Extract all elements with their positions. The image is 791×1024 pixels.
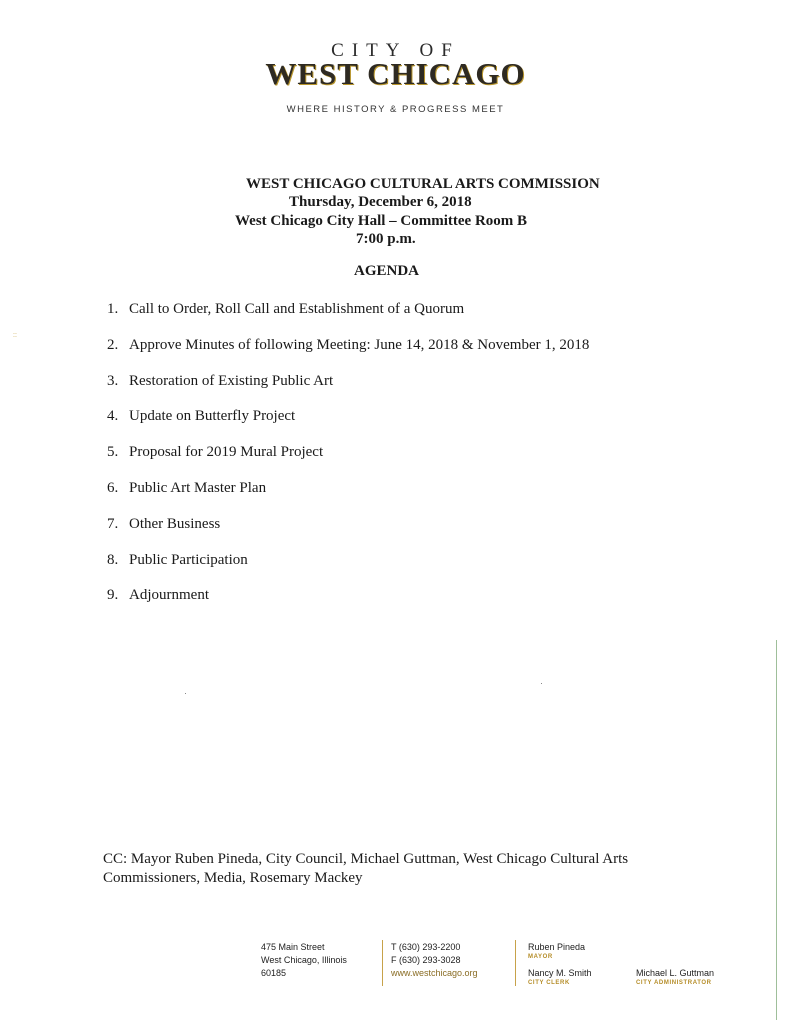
margin-mark: :: bbox=[13, 332, 17, 339]
agenda-item-text: Update on Butterfly Project bbox=[129, 408, 296, 425]
logo-city-of: CITY OF bbox=[331, 40, 460, 61]
agenda-item bbox=[107, 336, 727, 372]
mayor-name: Ruben Pineda bbox=[528, 942, 586, 952]
agenda-item bbox=[107, 372, 727, 408]
agenda-item-number: 1. bbox=[107, 301, 119, 317]
scan-edge-line bbox=[776, 640, 777, 1020]
clerk-role: CITY CLERK bbox=[528, 980, 570, 986]
agenda-item-text: Approve Minutes of following Meeting: June 14, 2018 & November 1, 2018 bbox=[129, 336, 590, 353]
agenda-item-number: 4. bbox=[107, 408, 119, 425]
agenda-list bbox=[107, 300, 727, 622]
phone-number: T (630) 293-2200 bbox=[391, 942, 461, 952]
scan-speck bbox=[541, 683, 542, 684]
footer-administrator bbox=[636, 967, 714, 987]
agenda-item-text: Restoration of Existing Public Art bbox=[129, 372, 334, 389]
cc-line-1: CC: Mayor Ruben Pineda, City Council, Michael Guttman, West Chicago Cultural Arts bbox=[103, 851, 629, 867]
footer-divider bbox=[382, 940, 383, 986]
agenda-item bbox=[107, 443, 727, 479]
administrator-role: CITY ADMINISTRATOR bbox=[636, 980, 712, 986]
footer-address bbox=[261, 941, 347, 980]
address-zip: 60185 bbox=[261, 968, 287, 978]
agenda-item bbox=[107, 586, 727, 622]
agenda-item-number: 9. bbox=[107, 587, 119, 604]
agenda-item bbox=[107, 479, 727, 515]
agenda-item-text: Call to Order, Roll Call and Establishment of a Quorum bbox=[129, 301, 465, 317]
agenda-item-text: Adjournment bbox=[129, 587, 209, 604]
agenda-item-number: 2. bbox=[107, 336, 119, 353]
agenda-item bbox=[107, 407, 727, 443]
website-link[interactable]: www.westchicago.org bbox=[391, 968, 478, 978]
agenda-title: AGENDA bbox=[354, 263, 420, 279]
agenda-item-text: Public Participation bbox=[129, 551, 248, 568]
logo-tagline: WHERE HISTORY & PROGRESS MEET bbox=[286, 104, 505, 115]
meeting-date: Thursday, December 6, 2018 bbox=[289, 194, 472, 210]
clerk-name: Nancy M. Smith bbox=[528, 968, 592, 978]
meeting-time: 7:00 p.m. bbox=[356, 231, 416, 247]
fax-number: F (630) 293-3028 bbox=[391, 955, 461, 965]
agenda-item-text: Proposal for 2019 Mural Project bbox=[129, 444, 324, 461]
address-city: West Chicago, Illinois bbox=[261, 955, 347, 965]
meeting-location: West Chicago City Hall – Committee Room B bbox=[235, 213, 528, 229]
footer-contact bbox=[391, 941, 478, 980]
cc-list bbox=[103, 850, 663, 888]
commission-title: WEST CHICAGO CULTURAL ARTS COMMISSION bbox=[246, 176, 600, 192]
logo-west-chicago: WEST CHICAGO bbox=[265, 56, 526, 91]
agenda-item-number: 8. bbox=[107, 551, 119, 568]
agenda-item bbox=[107, 300, 727, 336]
agenda-item-text: Public Art Master Plan bbox=[129, 479, 267, 496]
agenda-item-number: 5. bbox=[107, 444, 119, 461]
cc-line-2: Commissioners, Media, Rosemary Mackey bbox=[103, 870, 363, 886]
footer-divider bbox=[515, 940, 516, 986]
agenda-item-number: 3. bbox=[107, 372, 119, 389]
administrator-name: Michael L. Guttman bbox=[636, 968, 715, 978]
mayor-role: MAYOR bbox=[528, 954, 553, 960]
agenda-item-text: Other Business bbox=[129, 515, 221, 532]
agenda-item-number: 6. bbox=[107, 479, 119, 496]
footer-mayor bbox=[528, 941, 585, 961]
footer-clerk bbox=[528, 967, 592, 987]
agenda-item bbox=[107, 551, 727, 587]
agenda-item-number: 7. bbox=[107, 515, 119, 532]
address-street: 475 Main Street bbox=[261, 942, 325, 952]
agenda-item bbox=[107, 515, 727, 551]
scan-speck bbox=[185, 693, 186, 694]
